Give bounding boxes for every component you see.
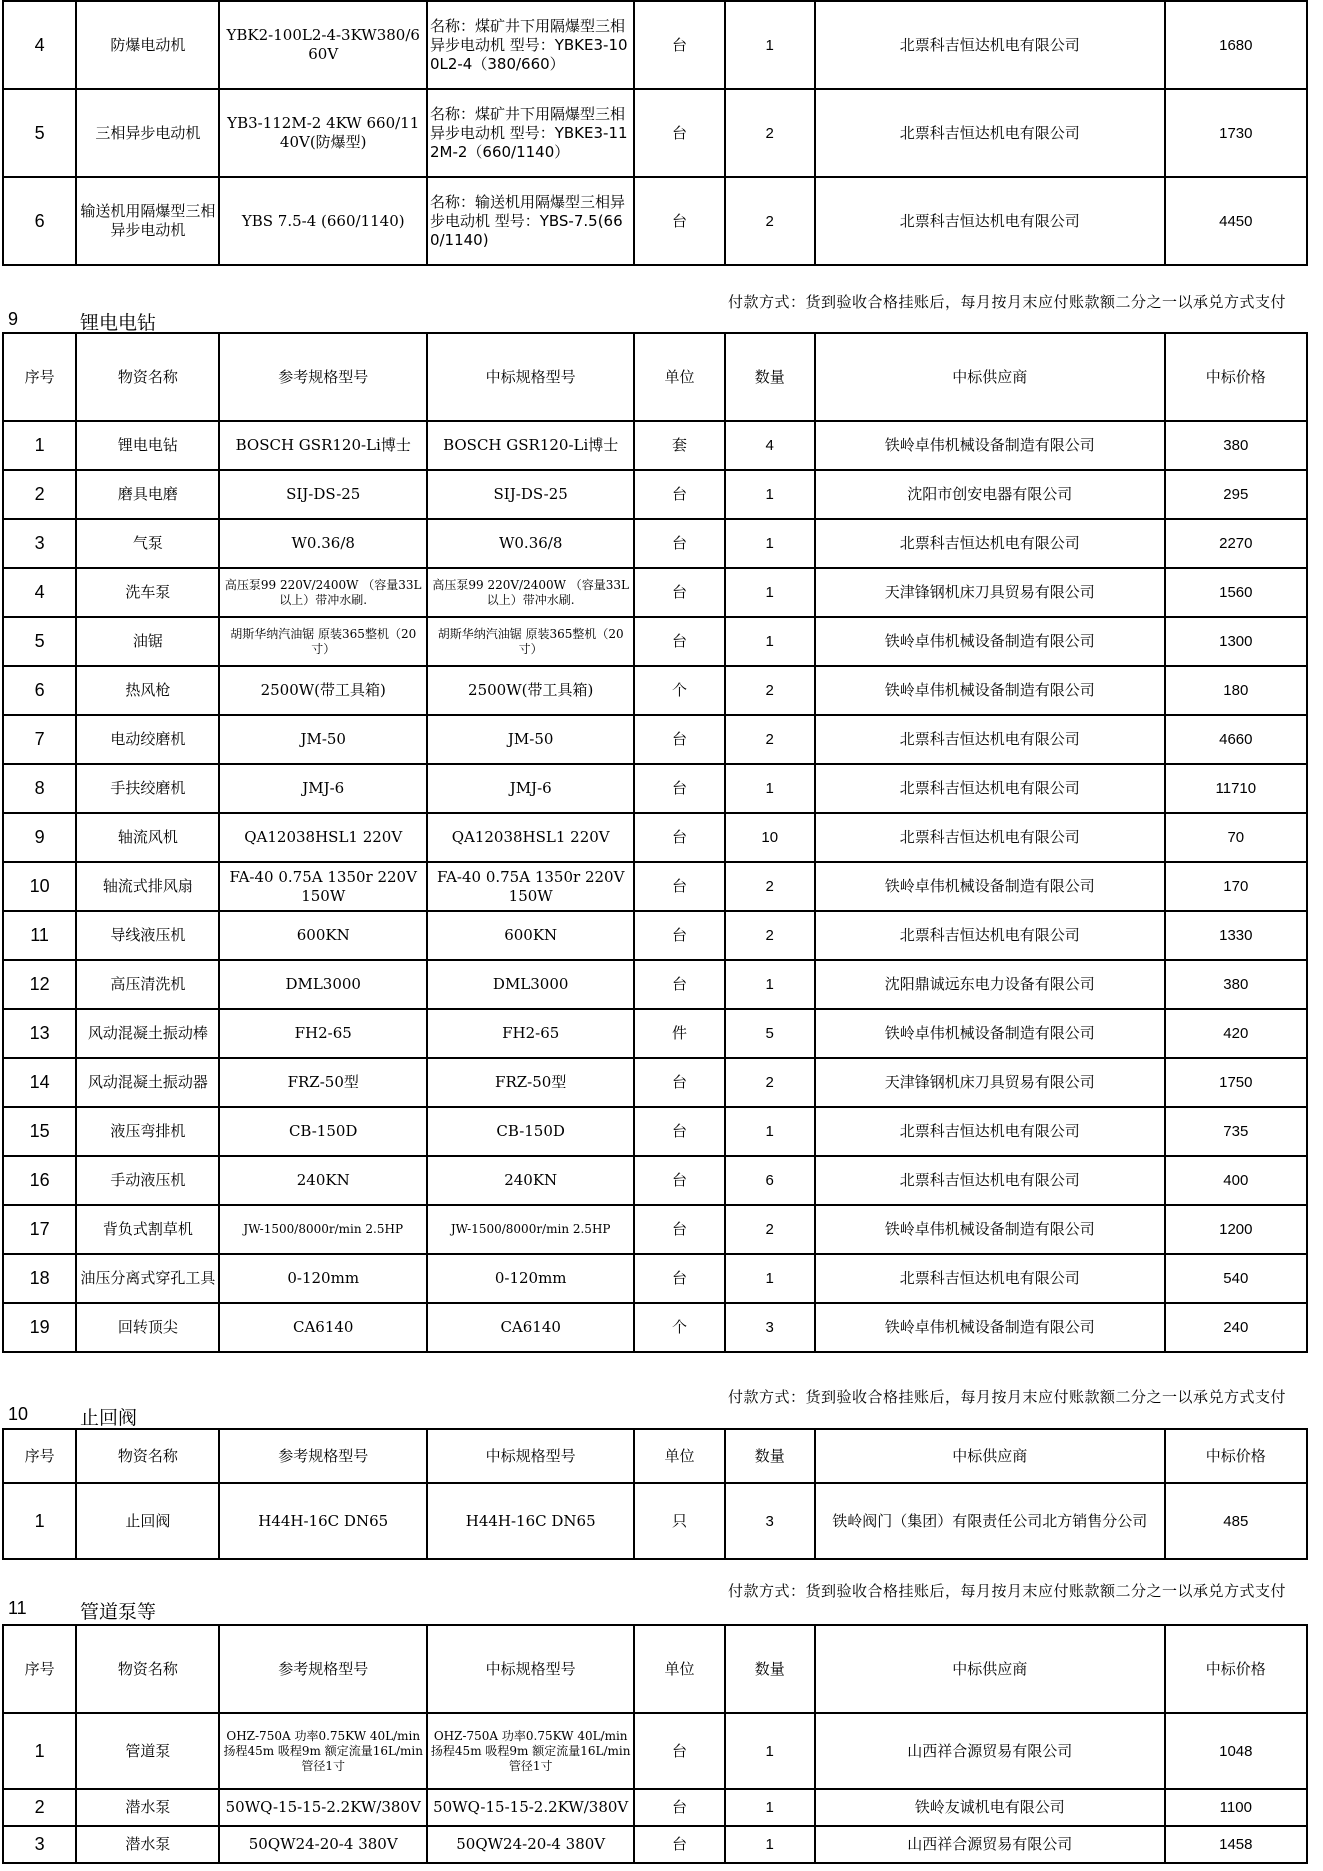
row-index: 11 — [3, 911, 76, 960]
reference-spec: YBK2-100L2-4-3KW380/660V — [219, 1, 426, 89]
row-index: 14 — [3, 1058, 76, 1107]
section-10-payment-terms: 付款方式：货到验收合格挂账后，每月按月末应付账款额二分之一以承兑方式支付 — [728, 1388, 1287, 1406]
quantity: 3 — [725, 1303, 815, 1352]
unit: 台 — [634, 813, 724, 862]
supplier: 铁岭卓伟机械设备制造有限公司 — [815, 1303, 1165, 1352]
unit: 台 — [634, 764, 724, 813]
reference-spec: JW-1500/8000r/min 2.5HP — [219, 1205, 426, 1254]
row-index: 1 — [3, 1713, 76, 1789]
price: 485 — [1165, 1483, 1307, 1559]
item-name: 气泵 — [76, 519, 219, 568]
awarded-spec: 胡斯华纳汽油锯 原装365整机（20寸） — [427, 617, 634, 666]
price: 380 — [1165, 421, 1307, 470]
column-header: 参考规格型号 — [219, 333, 426, 421]
table-row — [3, 1789, 1307, 1826]
price: 1048 — [1165, 1713, 1307, 1789]
item-name: 三相异步电动机 — [76, 89, 219, 177]
reference-spec: 胡斯华纳汽油锯 原装365整机（20寸） — [219, 617, 426, 666]
item-name: 潜水泵 — [76, 1789, 219, 1826]
quantity: 6 — [725, 1156, 815, 1205]
supplier: 北票科吉恒达机电有限公司 — [815, 519, 1165, 568]
unit: 台 — [634, 1254, 724, 1303]
section-10-title: 止回阀 — [80, 1407, 138, 1429]
column-header: 物资名称 — [76, 333, 219, 421]
awarded-spec: BOSCH GSR120-Li博士 — [427, 421, 634, 470]
table-row — [3, 177, 1307, 265]
awarded-spec: OHZ-750A 功率0.75KW 40L/min 扬程45m 吸程9m 额定流量16L/min 管径1寸 — [427, 1713, 634, 1789]
column-header: 数量 — [725, 333, 815, 421]
unit: 套 — [634, 421, 724, 470]
supplier: 天津锋钢机床刀具贸易有限公司 — [815, 1058, 1165, 1107]
supplier: 天津锋钢机床刀具贸易有限公司 — [815, 568, 1165, 617]
column-header: 单位 — [634, 1429, 724, 1483]
awarded-spec: 240KN — [427, 1156, 634, 1205]
table-row — [3, 1303, 1307, 1352]
item-name: 背负式割草机 — [76, 1205, 219, 1254]
reference-spec: YBS 7.5-4 (660/1140) — [219, 177, 426, 265]
reference-spec: 50QW24-20-4 380V — [219, 1826, 426, 1863]
table-row — [3, 1713, 1307, 1789]
quantity: 2 — [725, 1205, 815, 1254]
item-name: 高压清洗机 — [76, 960, 219, 1009]
price: 1200 — [1165, 1205, 1307, 1254]
price: 240 — [1165, 1303, 1307, 1352]
column-header: 中标价格 — [1165, 1429, 1307, 1483]
supplier: 铁岭友诚机电有限公司 — [815, 1789, 1165, 1826]
column-header: 中标供应商 — [815, 1429, 1165, 1483]
item-name: 锂电电钻 — [76, 421, 219, 470]
row-index: 12 — [3, 960, 76, 1009]
item-name: 风动混凝土振动器 — [76, 1058, 219, 1107]
table-row — [3, 715, 1307, 764]
row-index: 17 — [3, 1205, 76, 1254]
price: 1100 — [1165, 1789, 1307, 1826]
section-9-title: 锂电电钻 — [80, 312, 157, 334]
item-name: 手动液压机 — [76, 1156, 219, 1205]
unit: 台 — [634, 1058, 724, 1107]
section-10-number: 10 — [8, 1404, 29, 1424]
quantity: 1 — [725, 764, 815, 813]
item-name: 导线液压机 — [76, 911, 219, 960]
awarded-spec: 50QW24-20-4 380V — [427, 1826, 634, 1863]
awarded-spec: H44H-16C DN65 — [427, 1483, 634, 1559]
awarded-spec: FH2-65 — [427, 1009, 634, 1058]
supplier: 北票科吉恒达机电有限公司 — [815, 911, 1165, 960]
price: 1730 — [1165, 89, 1307, 177]
unit: 台 — [634, 911, 724, 960]
table-row — [3, 1254, 1307, 1303]
item-name: 潜水泵 — [76, 1826, 219, 1863]
quantity: 10 — [725, 813, 815, 862]
quantity: 2 — [725, 177, 815, 265]
price: 170 — [1165, 862, 1307, 911]
unit: 台 — [634, 715, 724, 764]
quantity: 2 — [725, 862, 815, 911]
row-index: 8 — [3, 764, 76, 813]
row-index: 13 — [3, 1009, 76, 1058]
item-name: 回转顶尖 — [76, 1303, 219, 1352]
table-row — [3, 89, 1307, 177]
quantity: 1 — [725, 519, 815, 568]
pipeline-pump-table — [2, 1624, 1308, 1864]
table-header-row — [3, 1429, 1307, 1483]
drill-tools-table — [2, 332, 1308, 1353]
table-row — [3, 1058, 1307, 1107]
reference-spec: FA-40 0.75A 1350r 220V 150W — [219, 862, 426, 911]
supplier: 北票科吉恒达机电有限公司 — [815, 177, 1165, 265]
price: 70 — [1165, 813, 1307, 862]
price: 420 — [1165, 1009, 1307, 1058]
reference-spec: H44H-16C DN65 — [219, 1483, 426, 1559]
supplier: 北票科吉恒达机电有限公司 — [815, 715, 1165, 764]
unit: 台 — [634, 1156, 724, 1205]
price: 2270 — [1165, 519, 1307, 568]
unit: 台 — [634, 177, 724, 265]
awarded-spec: 名称：输送机用隔爆型三相异步电动机 型号：YBS-7.5(660/1140) — [427, 177, 634, 265]
unit: 台 — [634, 960, 724, 1009]
supplier: 山西祥合源贸易有限公司 — [815, 1826, 1165, 1863]
unit: 台 — [634, 1826, 724, 1863]
table-row — [3, 666, 1307, 715]
supplier: 沈阳鼎诚远东电力设备有限公司 — [815, 960, 1165, 1009]
price: 1458 — [1165, 1826, 1307, 1863]
row-index: 6 — [3, 177, 76, 265]
section-9-number: 9 — [8, 309, 19, 329]
table-header-row — [3, 333, 1307, 421]
reference-spec: 2500W(带工具箱) — [219, 666, 426, 715]
row-index: 19 — [3, 1303, 76, 1352]
price: 540 — [1165, 1254, 1307, 1303]
row-index: 6 — [3, 666, 76, 715]
supplier: 铁岭阀门（集团）有限责任公司北方销售分公司 — [815, 1483, 1165, 1559]
reference-spec: 240KN — [219, 1156, 426, 1205]
quantity: 2 — [725, 1058, 815, 1107]
reference-spec: DML3000 — [219, 960, 426, 1009]
reference-spec: CB-150D — [219, 1107, 426, 1156]
unit: 台 — [634, 617, 724, 666]
supplier: 沈阳市创安电器有限公司 — [815, 470, 1165, 519]
unit: 台 — [634, 470, 724, 519]
row-index: 1 — [3, 421, 76, 470]
reference-spec: 高压泵99 220V/2400W （容量33L以上）带冲水刷. — [219, 568, 426, 617]
awarded-spec: JW-1500/8000r/min 2.5HP — [427, 1205, 634, 1254]
price: 735 — [1165, 1107, 1307, 1156]
unit: 只 — [634, 1483, 724, 1559]
quantity: 5 — [725, 1009, 815, 1058]
price: 1300 — [1165, 617, 1307, 666]
awarded-spec: 600KN — [427, 911, 634, 960]
awarded-spec: SIJ-DS-25 — [427, 470, 634, 519]
row-index: 2 — [3, 1789, 76, 1826]
item-name: 油压分离式穿孔工具 — [76, 1254, 219, 1303]
table-row — [3, 1483, 1307, 1559]
check-valve-table — [2, 1428, 1308, 1560]
table-row — [3, 960, 1307, 1009]
quantity: 1 — [725, 568, 815, 617]
quantity: 1 — [725, 960, 815, 1009]
supplier: 北票科吉恒达机电有限公司 — [815, 1156, 1165, 1205]
awarded-spec: JMJ-6 — [427, 764, 634, 813]
section-11-number: 11 — [8, 1598, 27, 1618]
column-header: 中标规格型号 — [427, 1429, 634, 1483]
quantity: 3 — [725, 1483, 815, 1559]
item-name: 液压弯排机 — [76, 1107, 219, 1156]
row-index: 5 — [3, 89, 76, 177]
reference-spec: OHZ-750A 功率0.75KW 40L/min 扬程45m 吸程9m 额定流量16L/min 管径1寸 — [219, 1713, 426, 1789]
awarded-spec: 0-120mm — [427, 1254, 634, 1303]
column-header: 单位 — [634, 333, 724, 421]
column-header: 序号 — [3, 1625, 76, 1713]
row-index: 4 — [3, 1, 76, 89]
reference-spec: 600KN — [219, 911, 426, 960]
supplier: 北票科吉恒达机电有限公司 — [815, 1107, 1165, 1156]
table-row — [3, 911, 1307, 960]
table-row — [3, 1107, 1307, 1156]
reference-spec: FH2-65 — [219, 1009, 426, 1058]
row-index: 4 — [3, 568, 76, 617]
price: 11710 — [1165, 764, 1307, 813]
table-row — [3, 862, 1307, 911]
awarded-spec: 50WQ-15-15-2.2KW/380V — [427, 1789, 634, 1826]
column-header: 中标价格 — [1165, 1625, 1307, 1713]
table-row — [3, 617, 1307, 666]
column-header: 序号 — [3, 333, 76, 421]
supplier: 铁岭卓伟机械设备制造有限公司 — [815, 862, 1165, 911]
price: 1750 — [1165, 1058, 1307, 1107]
item-name: 轴流式排风扇 — [76, 862, 219, 911]
unit: 台 — [634, 1205, 724, 1254]
column-header: 物资名称 — [76, 1429, 219, 1483]
row-index: 7 — [3, 715, 76, 764]
price: 180 — [1165, 666, 1307, 715]
quantity: 1 — [725, 1789, 815, 1826]
supplier: 铁岭卓伟机械设备制造有限公司 — [815, 617, 1165, 666]
price: 4450 — [1165, 177, 1307, 265]
reference-spec: 50WQ-15-15-2.2KW/380V — [219, 1789, 426, 1826]
supplier: 铁岭卓伟机械设备制造有限公司 — [815, 666, 1165, 715]
reference-spec: YB3-112M-2 4KW 660/1140V(防爆型) — [219, 89, 426, 177]
quantity: 1 — [725, 470, 815, 519]
table-row — [3, 1826, 1307, 1863]
supplier: 山西祥合源贸易有限公司 — [815, 1713, 1165, 1789]
supplier: 北票科吉恒达机电有限公司 — [815, 89, 1165, 177]
table-row — [3, 421, 1307, 470]
unit: 台 — [634, 1789, 724, 1826]
price: 4660 — [1165, 715, 1307, 764]
row-index: 3 — [3, 1826, 76, 1863]
item-name: 洗车泵 — [76, 568, 219, 617]
row-index: 10 — [3, 862, 76, 911]
column-header: 单位 — [634, 1625, 724, 1713]
unit: 台 — [634, 519, 724, 568]
quantity: 1 — [725, 617, 815, 666]
price: 400 — [1165, 1156, 1307, 1205]
reference-spec: W0.36/8 — [219, 519, 426, 568]
awarded-spec: FA-40 0.75A 1350r 220V 150W — [427, 862, 634, 911]
unit: 台 — [634, 89, 724, 177]
item-name: 热风枪 — [76, 666, 219, 715]
quantity: 2 — [725, 89, 815, 177]
table-header-row — [3, 1625, 1307, 1713]
row-index: 15 — [3, 1107, 76, 1156]
table-row — [3, 1205, 1307, 1254]
price: 380 — [1165, 960, 1307, 1009]
column-header: 中标规格型号 — [427, 1625, 634, 1713]
reference-spec: FRZ-50型 — [219, 1058, 426, 1107]
column-header: 参考规格型号 — [219, 1429, 426, 1483]
price: 295 — [1165, 470, 1307, 519]
supplier: 铁岭卓伟机械设备制造有限公司 — [815, 421, 1165, 470]
awarded-spec: 高压泵99 220V/2400W （容量33L以上）带冲水刷. — [427, 568, 634, 617]
awarded-spec: 2500W(带工具箱) — [427, 666, 634, 715]
awarded-spec: CA6140 — [427, 1303, 634, 1352]
unit: 台 — [634, 862, 724, 911]
quantity: 1 — [725, 1254, 815, 1303]
quantity: 2 — [725, 715, 815, 764]
table-row — [3, 764, 1307, 813]
price: 1680 — [1165, 1, 1307, 89]
reference-spec: JM-50 — [219, 715, 426, 764]
quantity: 2 — [725, 911, 815, 960]
quantity: 2 — [725, 666, 815, 715]
item-name: 电动绞磨机 — [76, 715, 219, 764]
reference-spec: QA12038HSL1 220V — [219, 813, 426, 862]
awarded-spec: 名称：煤矿井下用隔爆型三相异步电动机 型号：YBKE3-100L2-4（380/660） — [427, 1, 634, 89]
item-name: 止回阀 — [76, 1483, 219, 1559]
awarded-spec: QA12038HSL1 220V — [427, 813, 634, 862]
supplier: 铁岭卓伟机械设备制造有限公司 — [815, 1205, 1165, 1254]
row-index: 18 — [3, 1254, 76, 1303]
reference-spec: JMJ-6 — [219, 764, 426, 813]
unit: 台 — [634, 568, 724, 617]
awarded-spec: W0.36/8 — [427, 519, 634, 568]
item-name: 管道泵 — [76, 1713, 219, 1789]
reference-spec: CA6140 — [219, 1303, 426, 1352]
unit: 台 — [634, 1713, 724, 1789]
row-index: 16 — [3, 1156, 76, 1205]
quantity: 1 — [725, 1713, 815, 1789]
quantity: 1 — [725, 1826, 815, 1863]
item-name: 轴流风机 — [76, 813, 219, 862]
table-row — [3, 1009, 1307, 1058]
supplier: 铁岭卓伟机械设备制造有限公司 — [815, 1009, 1165, 1058]
quantity: 4 — [725, 421, 815, 470]
unit: 台 — [634, 1, 724, 89]
table-row — [3, 813, 1307, 862]
supplier: 北票科吉恒达机电有限公司 — [815, 764, 1165, 813]
unit: 台 — [634, 1107, 724, 1156]
awarded-spec: 名称：煤矿井下用隔爆型三相异步电动机 型号：YBKE3-112M-2（660/1140） — [427, 89, 634, 177]
quantity: 1 — [725, 1, 815, 89]
motor-table-continued — [2, 0, 1308, 266]
unit: 件 — [634, 1009, 724, 1058]
reference-spec: SIJ-DS-25 — [219, 470, 426, 519]
column-header: 中标供应商 — [815, 333, 1165, 421]
table-row — [3, 470, 1307, 519]
unit: 个 — [634, 1303, 724, 1352]
supplier: 北票科吉恒达机电有限公司 — [815, 1254, 1165, 1303]
reference-spec: 0-120mm — [219, 1254, 426, 1303]
column-header: 参考规格型号 — [219, 1625, 426, 1713]
column-header: 物资名称 — [76, 1625, 219, 1713]
supplier: 北票科吉恒达机电有限公司 — [815, 1, 1165, 89]
awarded-spec: DML3000 — [427, 960, 634, 1009]
table-row — [3, 1156, 1307, 1205]
item-name: 手扶绞磨机 — [76, 764, 219, 813]
column-header: 数量 — [725, 1429, 815, 1483]
section-11-title: 管道泵等 — [80, 1601, 157, 1623]
reference-spec: BOSCH GSR120-Li博士 — [219, 421, 426, 470]
table-row — [3, 519, 1307, 568]
awarded-spec: JM-50 — [427, 715, 634, 764]
table-row — [3, 568, 1307, 617]
awarded-spec: FRZ-50型 — [427, 1058, 634, 1107]
item-name: 油锯 — [76, 617, 219, 666]
item-name: 磨具电磨 — [76, 470, 219, 519]
column-header: 序号 — [3, 1429, 76, 1483]
row-index: 1 — [3, 1483, 76, 1559]
column-header: 数量 — [725, 1625, 815, 1713]
supplier: 北票科吉恒达机电有限公司 — [815, 813, 1165, 862]
unit: 个 — [634, 666, 724, 715]
price: 1560 — [1165, 568, 1307, 617]
item-name: 防爆电动机 — [76, 1, 219, 89]
row-index: 2 — [3, 470, 76, 519]
row-index: 5 — [3, 617, 76, 666]
column-header: 中标价格 — [1165, 333, 1307, 421]
section-9-payment-terms: 付款方式：货到验收合格挂账后，每月按月末应付账款额二分之一以承兑方式支付 — [728, 293, 1287, 311]
awarded-spec: CB-150D — [427, 1107, 634, 1156]
row-index: 9 — [3, 813, 76, 862]
item-name: 风动混凝土振动棒 — [76, 1009, 219, 1058]
item-name: 输送机用隔爆型三相异步电动机 — [76, 177, 219, 265]
quantity: 1 — [725, 1107, 815, 1156]
row-index: 3 — [3, 519, 76, 568]
section-11-payment-terms: 付款方式：货到验收合格挂账后，每月按月末应付账款额二分之一以承兑方式支付 — [728, 1582, 1287, 1600]
column-header: 中标供应商 — [815, 1625, 1165, 1713]
price: 1330 — [1165, 911, 1307, 960]
table-row — [3, 1, 1307, 89]
column-header: 中标规格型号 — [427, 333, 634, 421]
